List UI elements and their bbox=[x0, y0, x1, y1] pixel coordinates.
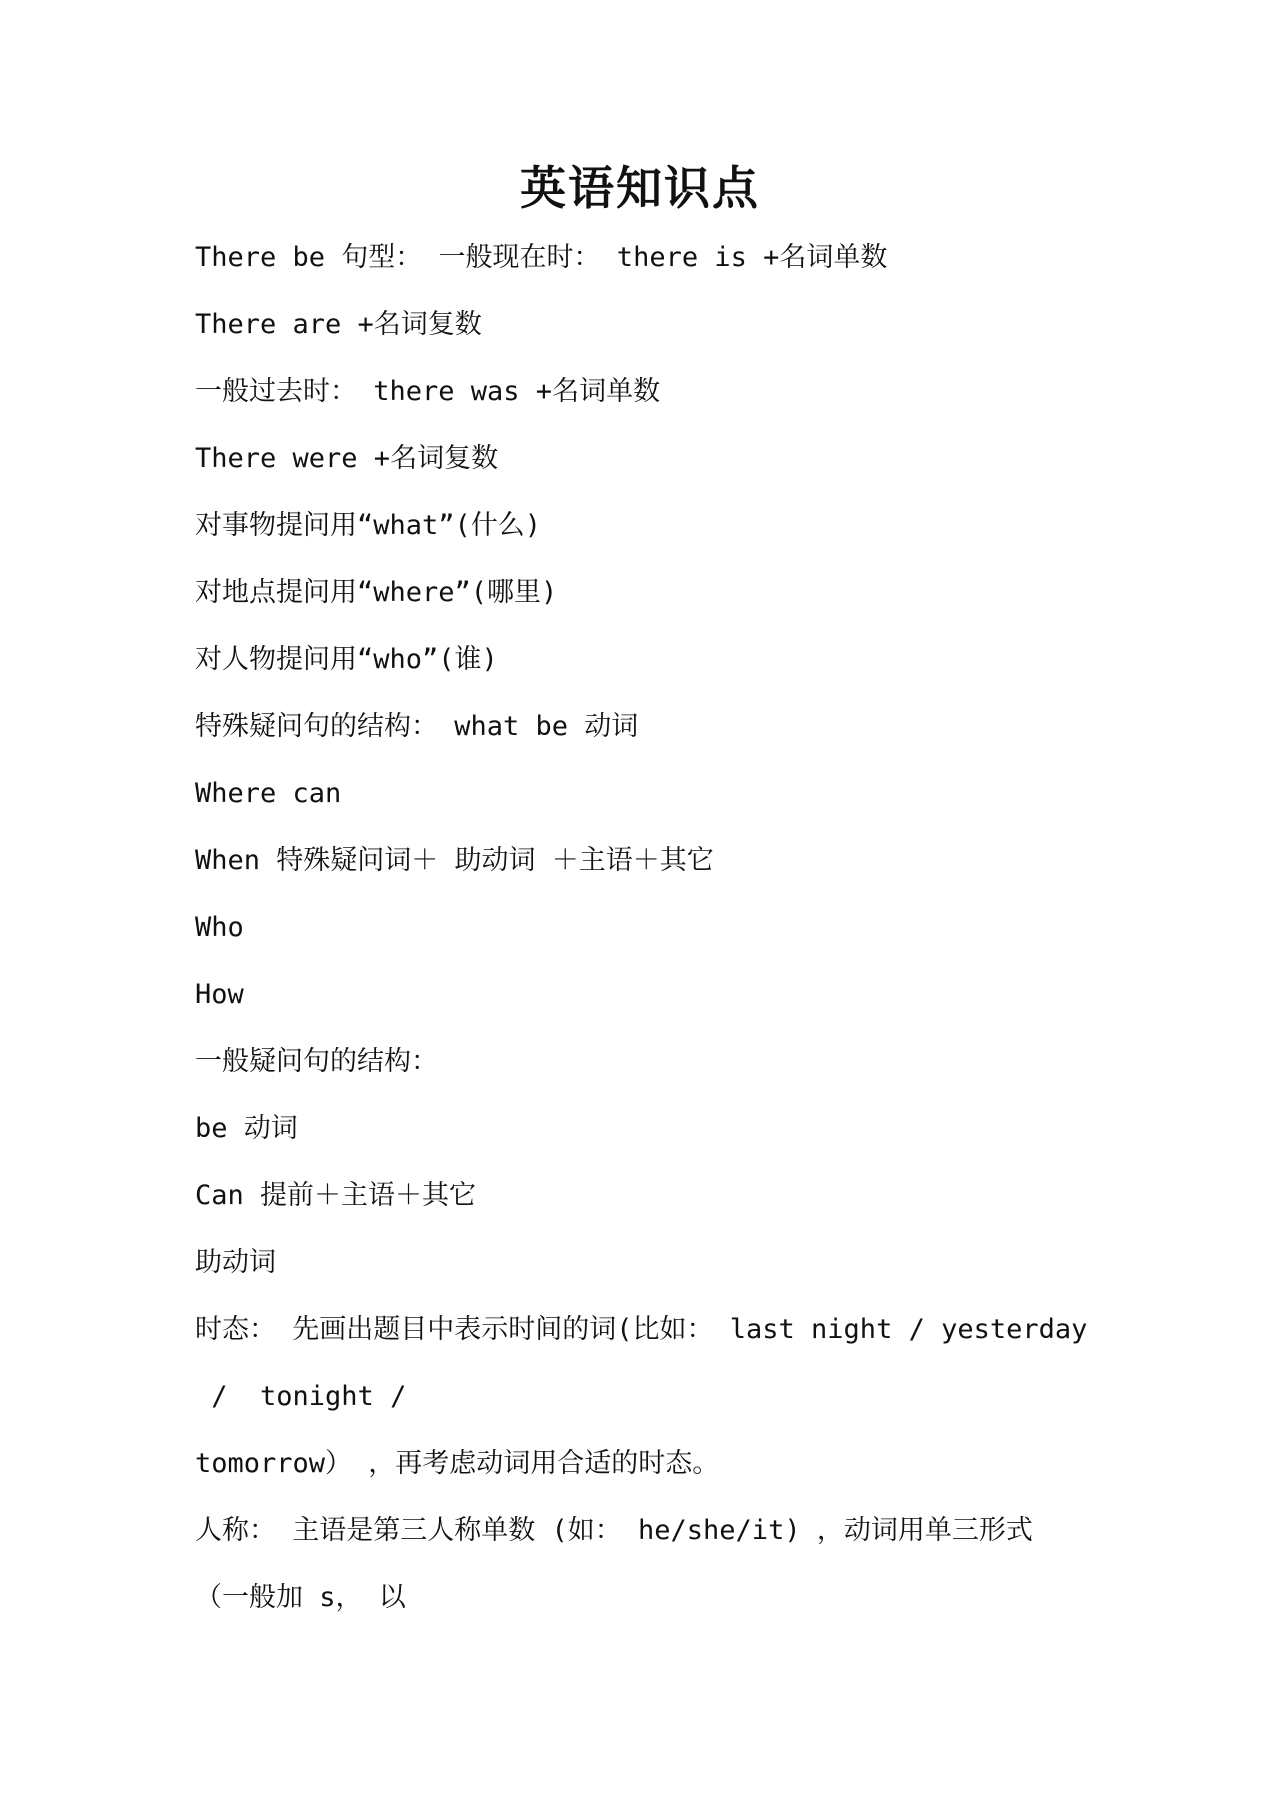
text-line: When 特殊疑问词＋ 助动词 ＋主语＋其它 bbox=[195, 845, 714, 876]
text-line: 一般过去时： there was +名词单数 bbox=[195, 376, 661, 407]
text-line: There were +名词复数 bbox=[195, 443, 499, 474]
text-line: How bbox=[195, 979, 244, 1010]
text-line: tomorrow） ，再考虑动词用合适的时态。 bbox=[195, 1448, 720, 1479]
text-line: 对事物提问用“what”(什么) bbox=[195, 510, 542, 541]
text-line: 一般疑问句的结构： bbox=[195, 1046, 438, 1077]
text-line: Who bbox=[195, 912, 244, 943]
text-line: There be 句型： 一般现在时： there is +名词单数 bbox=[195, 242, 888, 273]
text-line: 时态： 先画出题目中表示时间的词(比如： last night / yesterday bbox=[195, 1314, 1088, 1345]
text-line: 人称： 主语是第三人称单数 (如： he/she/it) ，动词用单三形式 bbox=[195, 1515, 1033, 1546]
text-line: be 动词 bbox=[195, 1113, 298, 1144]
text-line: 特殊疑问句的结构： what be 动词 bbox=[195, 711, 639, 742]
text-line: There are +名词复数 bbox=[195, 309, 482, 340]
text-line: Where can bbox=[195, 778, 342, 809]
text-line: （一般加 s， 以 bbox=[195, 1582, 406, 1613]
document-title: 英语知识点 bbox=[520, 161, 760, 215]
text-line: / tonight / bbox=[195, 1381, 407, 1412]
text-line: 对人物提问用“who”(谁) bbox=[195, 644, 498, 675]
text-line: 助动词 bbox=[195, 1247, 276, 1278]
text-line: Can 提前＋主语＋其它 bbox=[195, 1180, 477, 1211]
text-line: 对地点提问用“where”(哪里) bbox=[195, 577, 558, 608]
